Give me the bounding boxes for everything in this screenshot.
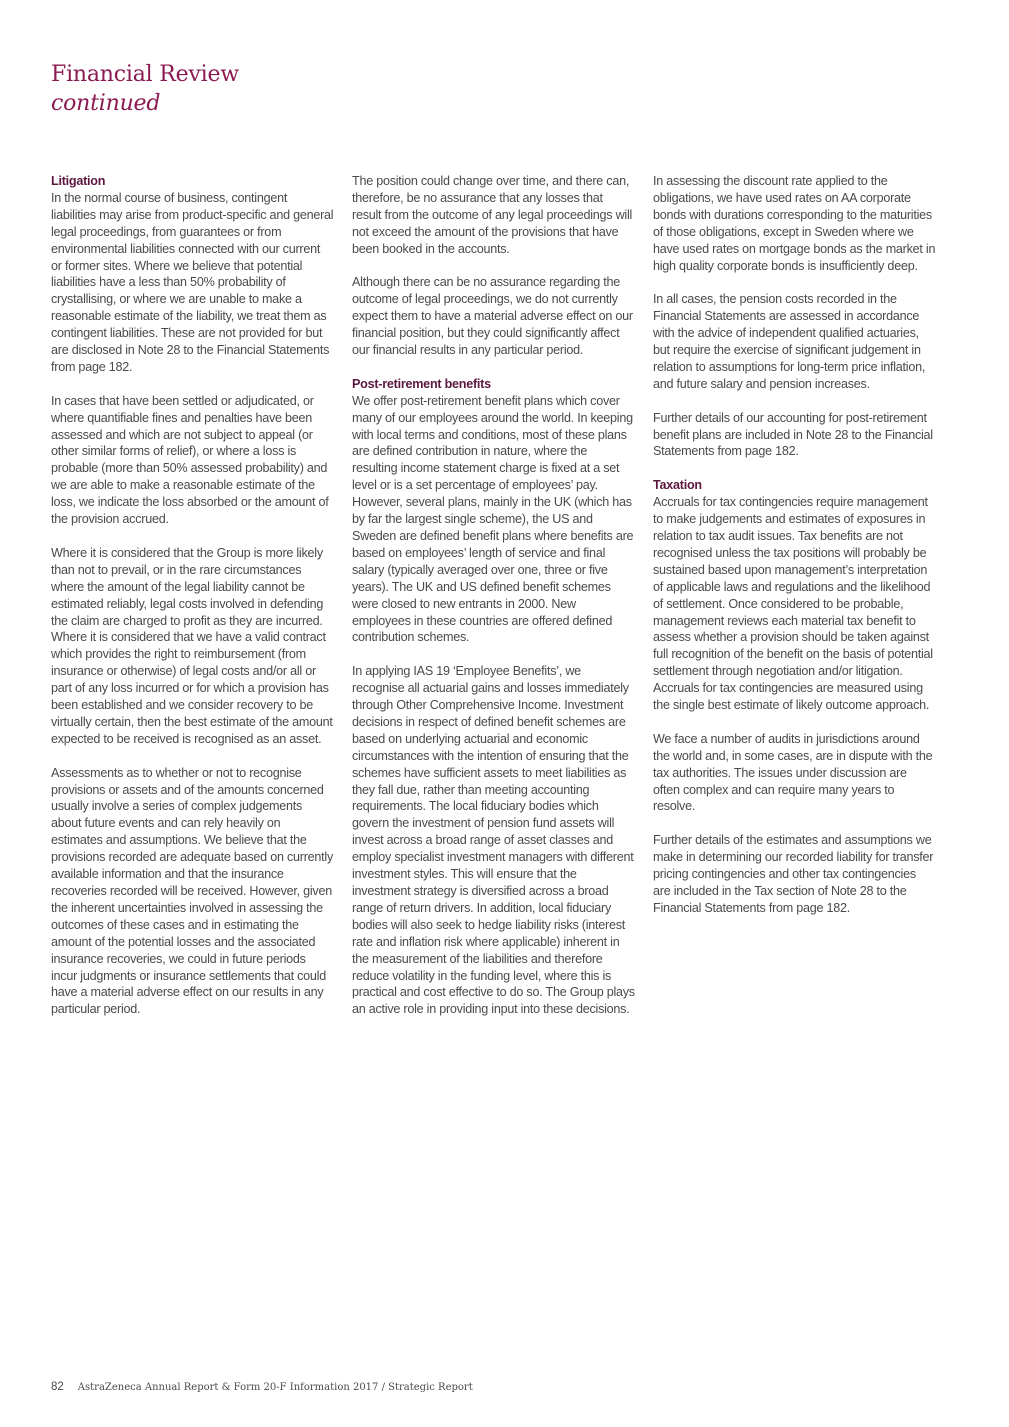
page-subtitle: continued bbox=[51, 91, 161, 116]
paragraph: In assessing the discount rate applied to the obligations, we have used rates on AA corporate bonds with durations corresponding to the maturities of those obligations, except in Sweden where we have used rates on mortgage bonds as the market in high quality corporate bonds is insufficiently deep. bbox=[653, 174, 936, 273]
page-footer bbox=[51, 1381, 473, 1393]
paragraph: In cases that have been settled or adjudicated, or where quantifiable fines and penalties have been assessed and which are not subject to appeal (or other similar forms of relief), or where a loss is probable (more than 50% assessed probability) and we are able to make a reasonable estimate of the loss, we indicate the loss absorbed or the amount of the provision accrued. bbox=[51, 393, 329, 527]
section-heading-taxation: Taxation bbox=[653, 478, 702, 493]
paragraph: Although there can be no assurance regarding the outcome of legal proceedings, we do not currently expect them to have a material adverse effect on our financial position, but they could significantly affect our financial results in any particular period. bbox=[352, 275, 633, 358]
page-title: Financial Review bbox=[51, 62, 239, 87]
page-number: 82 bbox=[51, 1381, 64, 1393]
paragraph: In the normal course of business, contingent liabilities may arise from product-specific and general legal proceedings, from guarantees or from environmental liabilities connected with our current or former sites. Where we believe that potential liabilities have a less than 50% probability of crystallising, or where we are unable to make a reasonable estimate of the liability, we treat them as contingent liabilities. These are not provided for but are disclosed in Note 28 to the Financial Statements from page 182. bbox=[51, 190, 334, 374]
paragraph: In all cases, the pension costs recorded in the Financial Statements are assessed in accordance with the advice of independent qualified actuaries, but require the exercise of significant judgement in relation to assumptions for long-term price inflation, and future salary and pension increases. bbox=[653, 292, 926, 391]
paragraph: Further details of our accounting for post-retirement benefit plans are included in Note 28 to the Financial Statements from page 182. bbox=[653, 410, 933, 459]
page-header bbox=[51, 60, 239, 118]
paragraph: Accruals for tax contingencies require management to make judgements and estimates of exposures in relation to tax audit issues. Tax benefits are not recognised unless the tax positions will probably be sustained based upon management’s interpretation of applicable laws and regulations and the likelihood of settlement. Once considered to be probable, management reviews each material tax benefit to assess whether a provision should be taken against full recognition of the benefit on the basis of potential settlement through negotiation and/or litigation. Accruals for tax contingencies are measured using the single best estimate of likely outcome approach. bbox=[653, 495, 933, 713]
section-heading-litigation: Litigation bbox=[51, 174, 106, 188]
paragraph: Assessments as to whether or not to recognise provisions or assets and of the amounts concerned usually involve a series of complex judgements about future events and can rely heavily on estimates and assumptions. We believe that the provisions recorded are adequate based on currently available information and that the insurance recoveries recorded will be received. However, given the inherent uncertainties involved in assessing the outcomes of these cases and in estimating the amount of the potential losses and the associated insurance recoveries, we could in future periods incur judgments or insurance settlements that could have a material adverse effect on our results in any particular period. bbox=[51, 765, 333, 1017]
paragraph: We offer post-retirement benefit plans which cover many of our employees around the world. In keeping with local terms and conditions, most of these plans are defined contribution in nature, where the resulting income statement charge is fixed at a set level or is a set percentage of employees’ pay. However, several plans, mainly in the UK (which has by far the largest single scheme), the US and Sweden are defined benefit plans where benefits are based on employees’ length of service and final salary (typically averaged over one, three or five years). The UK and US defined benefit schemes were closed to new entrants in 2000. New employees in these countries are offered defined contribution schemes. bbox=[352, 393, 634, 645]
footer-text: AstraZeneca Annual Report & Form 20-F Information 2017 / Strategic Report bbox=[77, 1382, 473, 1393]
paragraph: Where it is considered that the Group is more likely than not to prevail, or in the rare circumstances where the amount of the legal liability cannot be estimated reliably, legal costs involved in defending the claim are charged to profit as they are incurred. Where it is considered that we have a valid contract which provides the right to reimbursement (from insurance or otherwise) of legal costs and/or all or part of any loss incurred or for which a provision has been established and we consider recovery to be virtually certain, then the best estimate of the amount expected to be received is recognised as an asset. bbox=[51, 545, 333, 746]
column-right bbox=[653, 173, 936, 917]
column-left bbox=[51, 173, 334, 1018]
paragraph: In applying IAS 19 ‘Employee Benefits’, we recognise all actuarial gains and losses immediately through Other Comprehensive Income. Investment decisions in respect of defined benefit schemes are based on underlying actuarial and economic circumstances with the intention of ensuring that the schemes have sufficient assets to meet liabilities as they fall due, rather than meeting accounting requirements. The local fiduciary bodies which govern the investment of pension fund assets will invest across a broad range of asset classes and employ specialist investment managers with different investment styles. This will ensure that the investment strategy is diversified across a broad range of return drivers. In addition, local fiduciary bodies will also seek to hedge liability risks (interest rate and inflation risk where applicable) inherent in the measurement of the liabilities and therefore reduce volatility in the funding level, where this is practical and cost effective to do so. The Group plays an active role in providing input into these decisions. bbox=[352, 664, 635, 1017]
column-middle bbox=[352, 173, 635, 1018]
paragraph: Further details of the estimates and assumptions we make in determining our recorded liability for transfer pricing contingencies and other tax contingencies are included in the Tax section of Note 28 to the Financial Statements from page 182. bbox=[653, 833, 934, 915]
paragraph: We face a number of audits in jurisdictions around the world and, in some cases, are in dispute with the tax authorities. The issues under discussion are often complex and can require many years to resolve. bbox=[653, 731, 933, 814]
section-heading-post-retirement: Post-retirement benefits bbox=[352, 376, 491, 391]
paragraph: The position could change over time, and there can, therefore, be no assurance that any losses that result from the outcome of any legal proceedings will not exceed the amount of the provisions that have been booked in the accounts. bbox=[352, 174, 633, 256]
